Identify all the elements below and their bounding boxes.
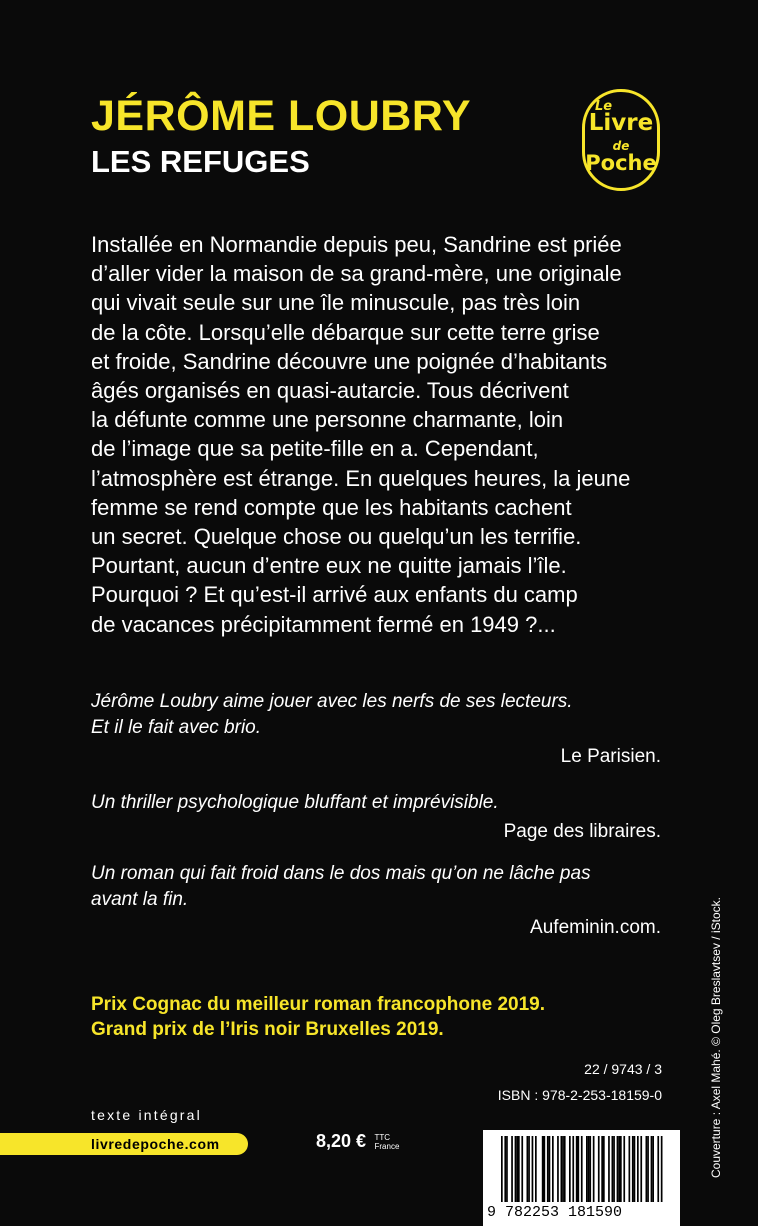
blurb-line: un secret. Quelque chose ou quelqu’un les terrifie. <box>91 524 582 550</box>
blurb-line: Pourtant, aucun d’entre eux ne quitte jamais l’île. <box>91 553 567 579</box>
barcode-bar <box>646 1136 648 1202</box>
blurb-line: femme se rend compte que les habitants cachent <box>91 494 572 520</box>
barcode-bar <box>620 1136 622 1202</box>
barcode-bar <box>569 1136 571 1202</box>
review-source: Page des libraires. <box>503 820 661 842</box>
barcode-bar <box>501 1136 503 1202</box>
logo-line-le: Le <box>595 99 613 114</box>
review-text: Et il le fait avec brio. <box>91 716 262 738</box>
barcode-bar <box>535 1136 537 1202</box>
barcode-bar <box>593 1136 595 1202</box>
barcode-bar <box>651 1136 653 1202</box>
blurb-line: l’atmosphère est étrange. En quelques heures, la jeune <box>91 465 631 491</box>
barcode-bar <box>562 1136 564 1202</box>
barcode-bar <box>617 1136 619 1202</box>
price-amount: 8,20 € <box>316 1131 367 1151</box>
barcode-bar <box>603 1136 605 1202</box>
review-source: Aufeminin.com. <box>530 917 661 938</box>
barcode-bar <box>572 1136 574 1202</box>
price <box>316 1131 399 1152</box>
barcode-bar <box>527 1136 529 1202</box>
barcode-bar <box>588 1136 590 1202</box>
barcode-bar <box>589 1136 591 1202</box>
barcode-bar <box>608 1136 610 1202</box>
barcode-bar <box>623 1136 625 1202</box>
barcode-bar <box>581 1136 583 1202</box>
barcode-bar <box>586 1136 588 1202</box>
barcode-bar <box>504 1136 506 1202</box>
barcode-bar <box>637 1136 639 1202</box>
logo-line-poche: Poche <box>585 151 657 175</box>
barcode-bar <box>598 1136 600 1202</box>
edition-info <box>0 1107 248 1155</box>
barcode-bar <box>576 1136 578 1202</box>
prize-line: Prix Cognac du meilleur roman francophone 2019. <box>91 994 546 1015</box>
barcode-bar <box>612 1136 614 1202</box>
barcode-bar <box>544 1136 546 1202</box>
blurb-line: la défunte comme une personne charmante, loin <box>91 407 564 433</box>
review-page-des-libraires <box>91 790 661 844</box>
price-note-france: France <box>374 1142 400 1151</box>
barcode-bar <box>521 1136 523 1202</box>
blurb-line: Pourquoi ? Et qu’est-il arrivé aux enfants du camp <box>91 582 578 608</box>
blurb-line: de vacances précipitamment fermé en 1949 ?... <box>91 611 556 637</box>
blurb-line: de la côte. Lorsqu’elle débarque sur cette terre grise <box>91 319 600 345</box>
review-source: Le Parisien. <box>560 746 661 767</box>
book-title: LES REFUGES <box>91 144 310 179</box>
blurb-line: qui vivait seule sur une île minuscule, pas très loin <box>91 290 581 316</box>
barcode-bar <box>549 1136 551 1202</box>
barcode-bar <box>557 1136 559 1202</box>
website-link[interactable]: livredepoche.com <box>0 1133 248 1155</box>
barcode-bar <box>564 1136 566 1202</box>
cover-credit: Couverture : Axel Mahé. © Oleg Breslavtsev / iStock. <box>709 897 723 1178</box>
prizes <box>91 992 545 1042</box>
review-aufeminin <box>91 861 661 941</box>
barcode-bar <box>506 1136 508 1202</box>
blurb-line: de l’image que sa petite-fille en a. Cependant, <box>91 436 539 462</box>
book-blurb <box>91 230 651 639</box>
barcode-bar <box>532 1136 534 1202</box>
blurb-line: d’aller vider la maison de sa grand-mère, une originale <box>91 261 622 287</box>
barcode-bar <box>647 1136 649 1202</box>
barcode-bar <box>578 1136 580 1202</box>
review-text: avant la fin. <box>91 888 189 910</box>
price-note-ttc: TTC <box>374 1133 391 1142</box>
review-text: Jérôme Loubry aime jouer avec les nerfs de ses lecteurs. <box>91 691 573 712</box>
livre-de-poche-logo <box>582 89 660 191</box>
prize-line: Grand prix de l’Iris noir Bruxelles 2019. <box>91 1019 444 1040</box>
texte-integral-label: texte intégral <box>91 1107 202 1123</box>
review-le-parisien <box>91 689 661 770</box>
barcode-bar <box>518 1136 520 1202</box>
isbn: ISBN : 978-2-253-18159-0 <box>497 1087 662 1103</box>
barcode-bar <box>542 1136 544 1202</box>
catalog-code: 22 / 9743 / 3 <box>584 1061 662 1077</box>
barcode-bar <box>515 1136 517 1202</box>
barcode-bar <box>601 1136 603 1202</box>
barcode-bar <box>634 1136 636 1202</box>
barcode <box>483 1130 680 1226</box>
book-codes <box>498 1056 662 1108</box>
barcode-bar <box>618 1136 620 1202</box>
barcode-digits: 9 782253 181590 <box>487 1204 623 1221</box>
review-text: Un thriller psychologique bluffant et imprévisible. <box>91 792 499 813</box>
barcode-bar <box>629 1136 631 1202</box>
blurb-line: Installée en Normandie depuis peu, Sandrine est priée <box>91 232 622 257</box>
barcode-bar <box>632 1136 634 1202</box>
barcode-bar <box>640 1136 642 1202</box>
blurb-line: âgés organisés en quasi-autarcie. Tous décrivent <box>91 378 569 404</box>
review-text: Un roman qui fait froid dans le dos mais qu’on ne lâche pas <box>91 863 591 884</box>
logo-line-livre: Livre <box>588 110 654 136</box>
author-name: JÉRÔME LOUBRY <box>91 92 471 140</box>
barcode-bar <box>511 1136 513 1202</box>
barcode-bar <box>516 1136 518 1202</box>
logo-line-de: de <box>612 139 630 153</box>
barcode-bar <box>528 1136 530 1202</box>
barcode-bar <box>661 1136 663 1202</box>
barcode-bar <box>657 1136 659 1202</box>
price-note <box>375 1133 400 1151</box>
barcode-bar <box>613 1136 615 1202</box>
blurb-line: et froide, Sandrine découvre une poignée d’habitants <box>91 348 608 374</box>
barcode-bar <box>552 1136 554 1202</box>
barcode-bar <box>561 1136 563 1202</box>
barcode-bar <box>547 1136 549 1202</box>
barcode-bar <box>652 1136 654 1202</box>
